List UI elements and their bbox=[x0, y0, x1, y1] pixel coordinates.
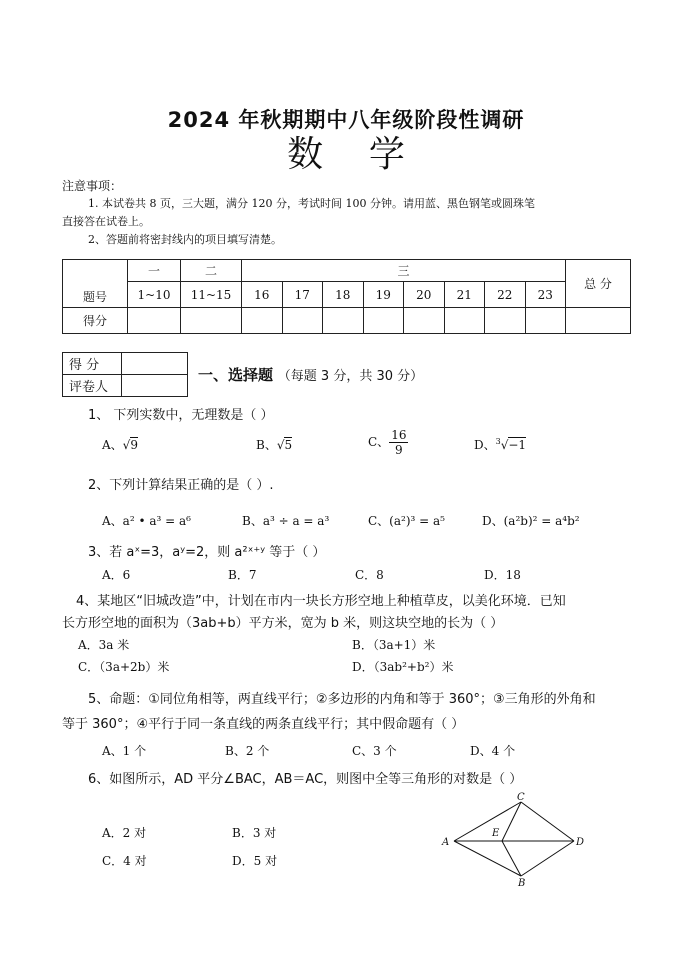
score-cell[interactable] bbox=[444, 308, 485, 334]
q1-c-label: C、 bbox=[368, 435, 390, 449]
score-cell[interactable] bbox=[566, 308, 631, 334]
col: 22 bbox=[485, 282, 526, 308]
q1-b-value: 5 bbox=[284, 438, 293, 452]
q4-option-b[interactable]: B．（3a+1）米 bbox=[352, 638, 436, 652]
section-1: 一 bbox=[128, 260, 181, 282]
col: 1~10 bbox=[128, 282, 181, 308]
q3-stem: 3、若 aˣ=3，aʸ=2，则 a²ˣ⁺ʸ 等于（ ） bbox=[88, 545, 326, 560]
q3-option-c[interactable]: C．8 bbox=[355, 568, 384, 582]
score-cell[interactable] bbox=[128, 308, 181, 334]
subject-title: 数 学 bbox=[287, 134, 405, 175]
q5-option-c[interactable]: C、3 个 bbox=[352, 744, 397, 758]
q1-d-label: D、 bbox=[474, 438, 496, 452]
q5-stem-1: 5、命题：①同位角相等，两直线平行；②多边形的内角和等于 360°；③三角形的外角和 bbox=[88, 692, 596, 707]
score-cell[interactable] bbox=[363, 308, 404, 334]
q1-stem: 1、 下列实数中，无理数是（ ） bbox=[88, 408, 274, 423]
grader-reviewer-label: 评卷人 bbox=[63, 375, 122, 397]
q6-figure bbox=[436, 790, 596, 890]
q4-stem-1: 4、某地区“旧城改造”中，计划在市内一块长方形空地上种植草皮，以美化环境．已知 bbox=[76, 594, 566, 609]
col: 19 bbox=[363, 282, 404, 308]
q1-a-value: 9 bbox=[130, 438, 138, 452]
col: 11~15 bbox=[181, 282, 242, 308]
q4-option-d[interactable]: D．（3ab²+b²）米 bbox=[352, 660, 454, 674]
row-label: 题号 bbox=[63, 260, 128, 308]
q1-c-fraction bbox=[389, 428, 408, 457]
q1-option-a[interactable]: A、√9 bbox=[102, 438, 138, 452]
note-line-1: 1. 本试卷共 8 页，三大题，满分 120 分，考试时间 100 分钟。请用蓝、黑色钢笔或圆珠笔 bbox=[88, 197, 535, 210]
q6-option-b[interactable]: B．3 对 bbox=[232, 826, 277, 840]
grader-reviewer-cell[interactable] bbox=[122, 375, 188, 397]
score-cell[interactable] bbox=[181, 308, 242, 334]
q1-option-b[interactable]: B、√5 bbox=[256, 438, 293, 452]
q6-option-a[interactable]: A．2 对 bbox=[102, 826, 147, 840]
score-cell[interactable] bbox=[485, 308, 526, 334]
q1-d-value: −1 bbox=[508, 438, 527, 452]
section-1-heading bbox=[198, 364, 423, 385]
label-e: E bbox=[492, 828, 500, 839]
notes-heading: 注意事项： bbox=[62, 179, 123, 193]
grader-score-cell[interactable] bbox=[122, 353, 188, 375]
total-label: 总 分 bbox=[566, 260, 631, 308]
section-1-title: 一、选择题 bbox=[198, 366, 274, 384]
q5-option-d[interactable]: D、4 个 bbox=[470, 744, 516, 758]
q2-option-c[interactable]: C、(a²)³ = a⁵ bbox=[368, 514, 445, 528]
q3-option-d[interactable]: D．18 bbox=[484, 568, 521, 582]
exam-title: 2024 年秋期期中八年级阶段性调研 bbox=[167, 108, 525, 132]
label-b: B bbox=[518, 878, 526, 889]
q4-option-a[interactable]: A．3a 米 bbox=[78, 638, 130, 652]
q3-option-a[interactable]: A．6 bbox=[102, 568, 131, 582]
score-cell[interactable] bbox=[242, 308, 283, 334]
q2-option-a[interactable]: A、a² • a³ = a⁶ bbox=[102, 514, 191, 528]
q1-c-num: 16 bbox=[391, 428, 407, 442]
q4-stem-2: 长方形空地的面积为（3ab+b）平方米，宽为 b 米，则这块空地的长为（ ） bbox=[62, 616, 504, 631]
q6-option-d[interactable]: D．5 对 bbox=[232, 854, 278, 868]
score-cell[interactable] bbox=[404, 308, 445, 334]
label-d: D bbox=[576, 837, 585, 848]
q6-option-c[interactable]: C．4 对 bbox=[102, 854, 147, 868]
q3-option-b[interactable]: B．7 bbox=[228, 568, 257, 582]
grader-score-label: 得 分 bbox=[63, 353, 122, 375]
q1-option-d[interactable]: D、$^3$√−1 bbox=[474, 437, 527, 452]
col: 16 bbox=[242, 282, 283, 308]
col: 23 bbox=[525, 282, 566, 308]
q5-option-a[interactable]: A、1 个 bbox=[102, 744, 147, 758]
q6-stem: 6、如图所示，AD 平分∠BAC，AB＝AC，则图中全等三角形的对数是（ ） bbox=[88, 772, 523, 787]
q1-d-index: 3 bbox=[495, 437, 501, 446]
col: 17 bbox=[282, 282, 323, 308]
q2-stem: 2、下列计算结果正确的是（ ）. bbox=[88, 478, 274, 493]
q4-option-c[interactable]: C．（3a+2b）米 bbox=[78, 660, 170, 674]
section-2: 二 bbox=[181, 260, 242, 282]
note-line-1b: 直接答在试卷上。 bbox=[62, 215, 150, 228]
label-a: A bbox=[442, 837, 450, 848]
score-label: 得分 bbox=[63, 308, 128, 334]
q1-a-label: A、 bbox=[102, 438, 123, 452]
note-line-2: 2、答题前将密封线内的项目填写清楚。 bbox=[88, 233, 282, 246]
section-1-note: （每题 3 分，共 30 分） bbox=[277, 369, 424, 384]
q2-option-d[interactable]: D、(a²b)² = a⁴b² bbox=[482, 514, 580, 528]
col: 20 bbox=[404, 282, 445, 308]
section-3: 三 bbox=[242, 260, 566, 282]
score-cell[interactable] bbox=[525, 308, 566, 334]
line-bd bbox=[521, 841, 574, 876]
score-cell[interactable] bbox=[323, 308, 364, 334]
score-cell[interactable] bbox=[282, 308, 323, 334]
q2-option-b[interactable]: B、a³ ÷ a = a³ bbox=[242, 514, 330, 528]
col: 18 bbox=[323, 282, 364, 308]
q1-option-c[interactable] bbox=[368, 428, 408, 457]
q1-c-den: 9 bbox=[395, 443, 403, 457]
grader-box bbox=[62, 352, 188, 397]
q1-b-label: B、 bbox=[256, 438, 277, 452]
q5-stem-2: 等于 360°；④平行于同一条直线的两条直线平行；其中假命题有（ ） bbox=[62, 717, 465, 732]
line-cd bbox=[521, 802, 574, 841]
q5-option-b[interactable]: B、2 个 bbox=[225, 744, 270, 758]
col: 21 bbox=[444, 282, 485, 308]
label-c: C bbox=[517, 792, 525, 803]
score-table bbox=[62, 259, 631, 334]
